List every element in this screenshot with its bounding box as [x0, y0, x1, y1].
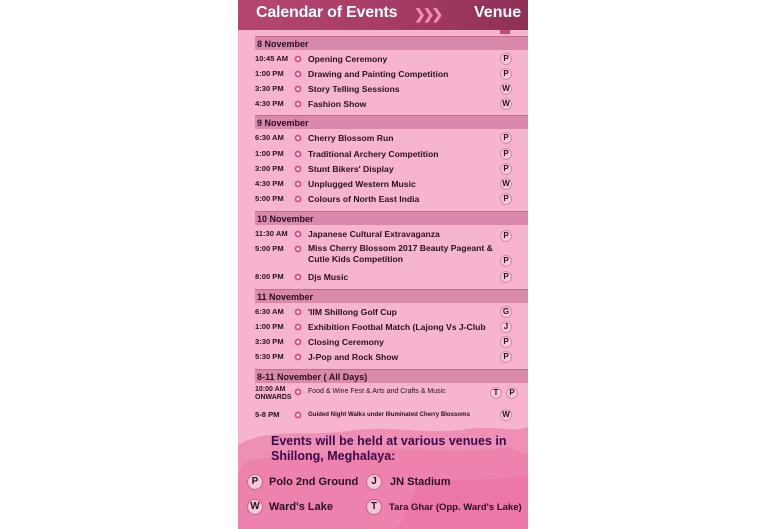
event-time: 6:30 AM — [255, 307, 284, 316]
event-time: 1:00 PM — [255, 149, 284, 158]
event-time: 6:30 AM — [255, 133, 284, 142]
venue-name: Ward's Lake — [269, 501, 333, 513]
venue-badge: P — [500, 163, 512, 175]
event-time: 4:30 PM — [255, 99, 284, 108]
venue-badge: P — [500, 255, 512, 267]
event-row — [238, 193, 528, 208]
venues-heading: Events will be held at various venues in Shillong, Meghalaya: — [271, 434, 507, 463]
venue-code-badge: P — [247, 474, 263, 490]
venue-badge: J — [500, 321, 512, 333]
event-name: Cherry Blossom Run — [308, 133, 394, 143]
venue-badge: W — [500, 83, 512, 95]
event-row — [238, 243, 528, 269]
event-time: 5:00 PM — [255, 194, 284, 203]
event-row — [238, 409, 528, 424]
event-time: 8:00 PM — [255, 272, 284, 281]
day-header-11-november: 11 November — [255, 289, 528, 303]
venue-badge: P — [500, 193, 512, 205]
event-name: Drawing and Painting Competition — [308, 69, 449, 79]
event-row — [238, 178, 528, 193]
event-row — [238, 68, 528, 83]
cherry-blossom-icon — [294, 70, 302, 78]
venue-badge: W — [500, 409, 512, 421]
cherry-blossom-icon — [294, 150, 302, 158]
event-row — [238, 83, 528, 98]
venue-badge: P — [500, 271, 512, 283]
event-row — [238, 386, 528, 406]
event-name: Closing Ceremony — [308, 337, 384, 347]
cherry-blossom-icon — [294, 353, 302, 361]
venue-badge: W — [500, 178, 512, 190]
day-header-all-days: 8-11 November ( All Days) — [255, 369, 528, 383]
cherry-blossom-icon — [294, 85, 302, 93]
day-header-10-november: 10 November — [255, 211, 528, 225]
venue-column-title: Venue — [474, 4, 522, 21]
event-name: Exhibition Footbal Match (Lajong Vs J-Club — [308, 322, 486, 332]
calendar-header — [238, 0, 528, 30]
event-name: Colours of North East India — [308, 194, 420, 204]
venue-badge: P — [500, 230, 512, 242]
cherry-blossom-icon — [294, 165, 302, 173]
venue-badge: P — [500, 351, 512, 363]
cherry-blossom-icon — [294, 308, 302, 316]
venue-name: Polo 2nd Ground — [269, 476, 359, 488]
venue-badge: P — [500, 53, 512, 65]
event-name: Food & Wine Fest & Arts and Crafts & Music — [308, 388, 446, 395]
event-name: Fashion Show — [308, 99, 367, 109]
event-row — [238, 148, 528, 163]
cherry-blossom-icon — [294, 338, 302, 346]
event-time: 10:45 AM — [255, 54, 289, 63]
cherry-blossom-icon — [294, 230, 302, 238]
event-row — [238, 306, 528, 321]
event-time: 11:30 AM — [255, 229, 288, 238]
venue-name: Tara Ghar (Opp. Ward's Lake) — [389, 502, 522, 513]
event-name: 'IIM Shillong Golf Cup — [308, 307, 397, 317]
cherry-blossom-icon — [294, 245, 302, 253]
event-name: Story Telling Sessions — [308, 84, 400, 94]
event-name: Traditional Archery Competition — [308, 149, 439, 159]
event-time: 5:30 PM — [255, 352, 284, 361]
arrows-icon: ❯❯❯ — [414, 6, 441, 22]
event-name: Guided Night Walks under Illuminated Cherry Blossoms — [308, 411, 470, 418]
day-header-9-november: 9 November — [255, 115, 528, 129]
event-name: J-Pop and Rock Show — [308, 352, 399, 362]
venue-badge: P — [500, 68, 512, 80]
event-row — [238, 336, 528, 351]
event-time: 5-8 PM — [255, 410, 280, 419]
venue-name: JN Stadium — [390, 476, 451, 488]
venue-badge: P — [500, 336, 512, 348]
event-row — [238, 321, 528, 336]
venue-badge: W — [500, 98, 512, 110]
event-time: 3:00 PM — [255, 164, 284, 173]
event-row — [238, 163, 528, 178]
event-name: Djs Music — [308, 272, 349, 282]
event-name: Unplugged Western Music — [308, 179, 416, 189]
event-row — [238, 53, 528, 68]
event-row — [238, 351, 528, 366]
cherry-blossom-icon — [294, 100, 302, 108]
event-calendar-poster — [238, 0, 528, 529]
event-time: 10:00 AM ONWARDS — [255, 386, 292, 401]
event-row — [238, 271, 528, 286]
event-time: 1:00 PM — [255, 69, 284, 78]
event-name: Miss Cherry Blossom 2017 Beauty Pageant & Cutie Kids Competition — [308, 243, 493, 264]
cherry-blossom-icon — [294, 388, 302, 396]
cherry-blossom-icon — [294, 55, 302, 63]
calendar-title: Calendar of Events — [256, 4, 398, 21]
event-time: 3:30 PM — [255, 84, 284, 93]
event-row — [238, 228, 528, 243]
venue-badge: P — [500, 132, 512, 144]
cherry-blossom-icon — [294, 273, 302, 281]
venue-badge: P — [506, 387, 518, 399]
cherry-blossom-icon — [294, 411, 302, 419]
event-name: Stunt Bikers' Display — [308, 164, 394, 174]
event-name: Opening Ceremony — [308, 54, 388, 64]
venue-code-badge: T — [366, 499, 382, 515]
cherry-blossom-icon — [294, 195, 302, 203]
event-name: Japanese Cultural Extravaganza — [308, 229, 440, 239]
cherry-blossom-icon — [294, 180, 302, 188]
venue-badge: P — [500, 148, 512, 160]
day-header-8-november: 8 November — [255, 36, 528, 50]
event-row — [238, 132, 528, 147]
venue-code-badge: W — [247, 499, 263, 515]
venue-badge: T — [490, 387, 502, 399]
event-time: 4:30 PM — [255, 179, 284, 188]
cherry-blossom-icon — [294, 134, 302, 142]
venue-code-badge: J — [366, 474, 382, 490]
event-time: 3:30 PM — [255, 337, 284, 346]
event-time: 1:00 PM — [255, 322, 284, 331]
cherry-blossom-icon — [294, 323, 302, 331]
venue-badge: G — [500, 306, 512, 318]
event-row — [238, 98, 528, 113]
event-time: 5:00 PM — [255, 244, 284, 253]
